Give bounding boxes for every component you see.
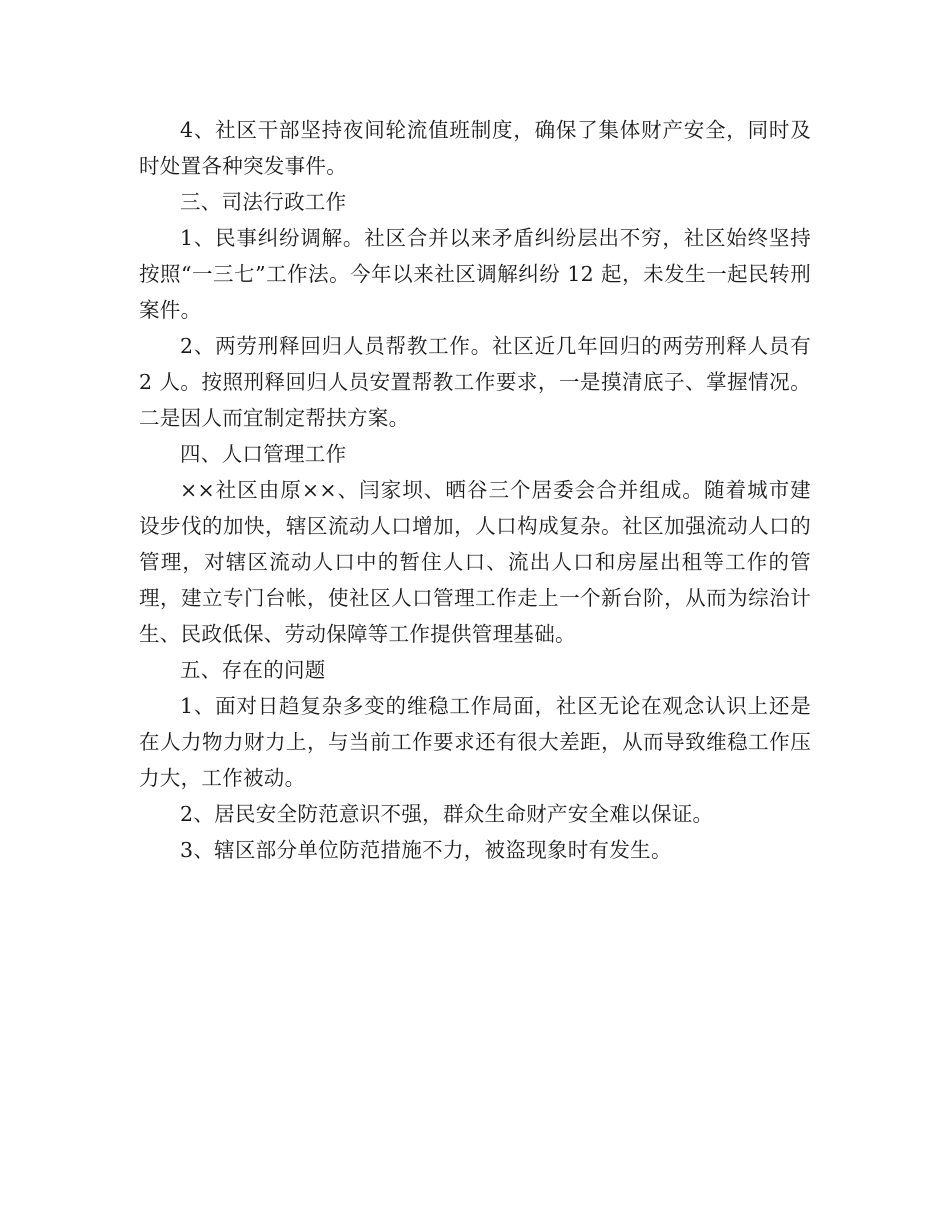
paragraph-problem-1: 1、面对日趋复杂多变的维稳工作局面，社区无论在观念认识上还是在人力物力财力上，与当前工作要求还有很大差距，从而导致维稳工作压力大，工作被动。 bbox=[139, 694, 811, 790]
section-heading-existing-problems: 五、存在的问题 bbox=[180, 658, 326, 682]
paragraph-problem-3: 3、辖区部分单位防范措施不力，被盗现象时有发生。 bbox=[180, 838, 672, 862]
section-heading-population-management: 四、人口管理工作 bbox=[180, 442, 347, 466]
document-body bbox=[139, 112, 811, 868]
paragraph-night-duty: 4、社区干部坚持夜间轮流值班制度，确保了集体财产安全，同时及时处置各种突发事件。 bbox=[139, 118, 811, 178]
paragraph-released-persons-assistance: 2、两劳刑释回归人员帮教工作。社区近几年回归的两劳刑释人员有 2 人。按照刑释回归人员安置帮教工作要求，一是摸清底子、掌握情况。二是因人而宜制定帮扶方案。 bbox=[139, 334, 811, 430]
paragraph-civil-dispute-mediation: 1、民事纠纷调解。社区合并以来矛盾纠纷层出不穷，社区始终坚持按照“一三七”工作法。今年以来社区调解纠纷 12 起，未发生一起民转刑案件。 bbox=[139, 226, 811, 322]
paragraph-problem-2: 2、居民安全防范意识不强，群众生命财产安全难以保证。 bbox=[180, 802, 714, 826]
paragraph-population-management: ××社区由原××、闫家坝、晒谷三个居委会合并组成。随着城市建设步伐的加快，辖区流动人口增加，人口构成复杂。社区加强流动人口的管理，对辖区流动人口中的暂住人口、流出人口和房屋出租等工作的管理，建立专门台帐，使社区人口管理工作走上一个新台阶，从而为综治计生、民政低保、劳动保障等工作提供管理基础。 bbox=[139, 478, 811, 646]
section-heading-judicial-admin: 三、司法行政工作 bbox=[180, 190, 347, 214]
